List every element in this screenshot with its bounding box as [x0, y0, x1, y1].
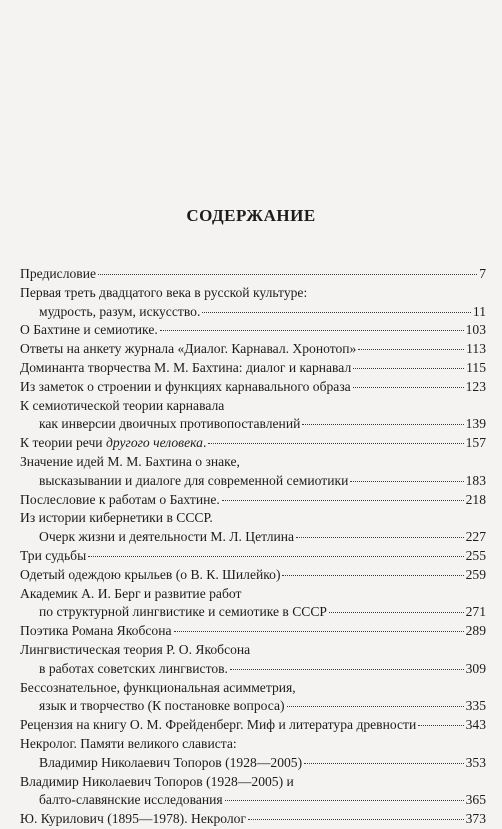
dot-leader	[248, 819, 464, 820]
toc-entry	[20, 453, 486, 491]
toc-page-number: 373	[465, 811, 486, 827]
toc-entry	[20, 340, 486, 359]
toc-line	[20, 321, 486, 340]
toc-entry-title: язык и творчество (К постановке вопроса)	[39, 698, 285, 714]
toc-line	[20, 265, 486, 284]
toc-line	[20, 622, 486, 641]
toc-line	[20, 716, 486, 735]
toc-entry-title: мудрость, разум, искусство.	[39, 303, 201, 319]
toc-entry-title: балто-славянские исследования	[39, 792, 223, 808]
toc-entry-title: Владимир Николаевич Топоров (1928—2005)	[39, 754, 303, 770]
toc-line	[20, 453, 486, 472]
toc-entry-title: Академик А. И. Берг и развитие работ	[20, 585, 242, 601]
toc-entry-title: Бессознательное, функциональная асимметрия,	[20, 679, 296, 695]
toc-entry	[20, 735, 486, 773]
dot-leader	[282, 575, 463, 576]
toc-entry-title: Ответы на анкету журнала «Диалог. Карнавал. Хронотоп»	[20, 341, 357, 357]
dot-leader	[174, 631, 464, 632]
dot-leader	[287, 706, 464, 707]
dot-leader	[353, 387, 464, 388]
dot-leader	[353, 368, 464, 369]
dot-leader	[350, 481, 463, 482]
toc-entry	[20, 491, 486, 510]
toc-entry-title: по структурной лингвистике и семиотике в СССР	[39, 604, 327, 620]
toc-line	[20, 735, 486, 754]
toc-entry	[20, 773, 486, 811]
toc-entry	[20, 321, 486, 340]
toc-page-number: 259	[465, 566, 486, 582]
toc-entry-title: Значение идей М. М. Бахтина о знаке,	[20, 453, 240, 469]
toc-entry	[20, 378, 486, 397]
toc-line	[20, 415, 486, 434]
toc-entry-title: Первая треть двадцатого века в русской культуре:	[20, 284, 308, 300]
toc-page-number: 335	[465, 698, 486, 714]
toc-line	[20, 472, 486, 491]
toc-entry-title: Рецензия на книгу О. М. Фрейденберг. Миф и литература древности	[20, 717, 417, 733]
toc-entry-title: Некролог. Памяти великого слависта:	[20, 735, 237, 751]
toc-entry	[20, 284, 486, 322]
toc-line	[20, 528, 486, 547]
toc-entry-title: Послесловие к работам о Бахтине.	[20, 491, 220, 507]
toc-line	[20, 773, 486, 792]
toc-entry	[20, 566, 486, 585]
dot-leader	[418, 725, 463, 726]
toc-page-number: 183	[465, 472, 486, 488]
toc-line	[20, 791, 486, 810]
toc-entry-title: как инверсии двоичных противопоставлений	[39, 416, 301, 432]
toc-line	[20, 697, 486, 716]
table-of-contents	[20, 265, 486, 829]
toc-entry-title: Поэтика Романа Якобсона	[20, 623, 172, 639]
page-title: СОДЕРЖАНИЕ	[186, 206, 316, 225]
toc-page-number: 289	[465, 623, 486, 639]
toc-line	[20, 547, 486, 566]
toc-line	[20, 810, 486, 829]
toc-line	[20, 434, 486, 453]
toc-page-number: 123	[465, 378, 486, 394]
toc-entry-title: Из заметок о строении и функциях карнавального образа	[20, 378, 351, 394]
toc-page-number: 157	[465, 435, 486, 451]
toc-line	[20, 359, 486, 378]
toc-line	[20, 378, 486, 397]
toc-page-number: 309	[465, 660, 486, 676]
toc-page-number: 218	[465, 491, 486, 507]
toc-line	[20, 660, 486, 679]
toc-entry	[20, 434, 486, 453]
toc-page-number: 365	[465, 792, 486, 808]
dot-leader	[160, 330, 464, 331]
dot-leader	[304, 763, 463, 764]
toc-entry-title: Предисловие	[20, 266, 97, 281]
dot-leader	[88, 556, 463, 557]
toc-entry-title: Лингвистическая теория Р. О. Якобсона	[20, 641, 251, 657]
dot-leader	[358, 349, 464, 350]
toc-entry	[20, 716, 486, 735]
toc-entry	[20, 641, 486, 679]
toc-line	[20, 566, 486, 585]
toc-page-number: 103	[465, 322, 486, 338]
toc-entry	[20, 509, 486, 547]
dot-leader	[225, 800, 464, 801]
toc-line	[20, 491, 486, 510]
dot-leader	[98, 274, 477, 275]
toc-entry	[20, 679, 486, 717]
toc-entry	[20, 397, 486, 435]
toc-page-number: 11	[472, 303, 486, 319]
toc-entry-title: Ю. Курилович (1895—1978). Некролог	[20, 811, 247, 827]
toc-page-number: 113	[466, 341, 486, 357]
toc-entry-title: Очерк жизни и деятельности М. Л. Цетлина	[39, 529, 295, 545]
toc-line	[20, 585, 486, 604]
toc-page-number: 353	[465, 754, 486, 770]
dot-leader	[202, 312, 471, 313]
toc-line	[20, 754, 486, 773]
toc-line	[20, 509, 486, 528]
dot-leader	[296, 537, 464, 538]
toc-page-number: 255	[465, 547, 486, 563]
toc-page-number: 227	[465, 529, 486, 545]
toc-line	[20, 397, 486, 416]
toc-line	[20, 679, 486, 698]
toc-entry-title: Из истории кибернетики в СССР.	[20, 510, 213, 526]
toc-entry-title: Одетый одеждою крыльев (о В. К. Шилейко)	[20, 566, 281, 582]
toc-entry-title: К теории речи другого человека.	[20, 435, 207, 451]
dot-leader	[222, 500, 464, 501]
toc-entry	[20, 359, 486, 378]
dot-leader	[329, 612, 464, 613]
toc-entry-title: О Бахтине и семиотике.	[20, 322, 158, 338]
toc-entry-title: К семиотической теории карнавала	[20, 397, 225, 413]
toc-entry-title: в работах советских лингвистов.	[39, 660, 228, 676]
toc-page-number: 271	[465, 604, 486, 620]
toc-entry-title: Доминанта творчества М. М. Бахтина: диалог и карнавал	[20, 359, 352, 375]
dot-leader	[230, 669, 464, 670]
toc-entry	[20, 622, 486, 641]
toc-entry-title: Три судьбы	[20, 547, 87, 563]
toc-entry	[20, 810, 486, 829]
toc-line	[20, 284, 486, 303]
toc-entry	[20, 265, 486, 284]
toc-entry-title: высказывании и диалоге для современной семиотики	[39, 472, 349, 488]
toc-line	[20, 340, 486, 359]
dot-leader	[302, 424, 463, 425]
toc-page-number: 343	[465, 717, 486, 733]
toc-entry	[20, 547, 486, 566]
toc-page-number: 7	[479, 266, 486, 281]
toc-line	[20, 603, 486, 622]
toc-page-number: 115	[466, 359, 486, 375]
toc-page-number: 139	[465, 416, 486, 432]
toc-line	[20, 641, 486, 660]
toc-entry-title: Владимир Николаевич Топоров (1928—2005) и	[20, 773, 294, 789]
dot-leader	[208, 443, 463, 444]
toc-line	[20, 303, 486, 322]
toc-entry	[20, 585, 486, 623]
